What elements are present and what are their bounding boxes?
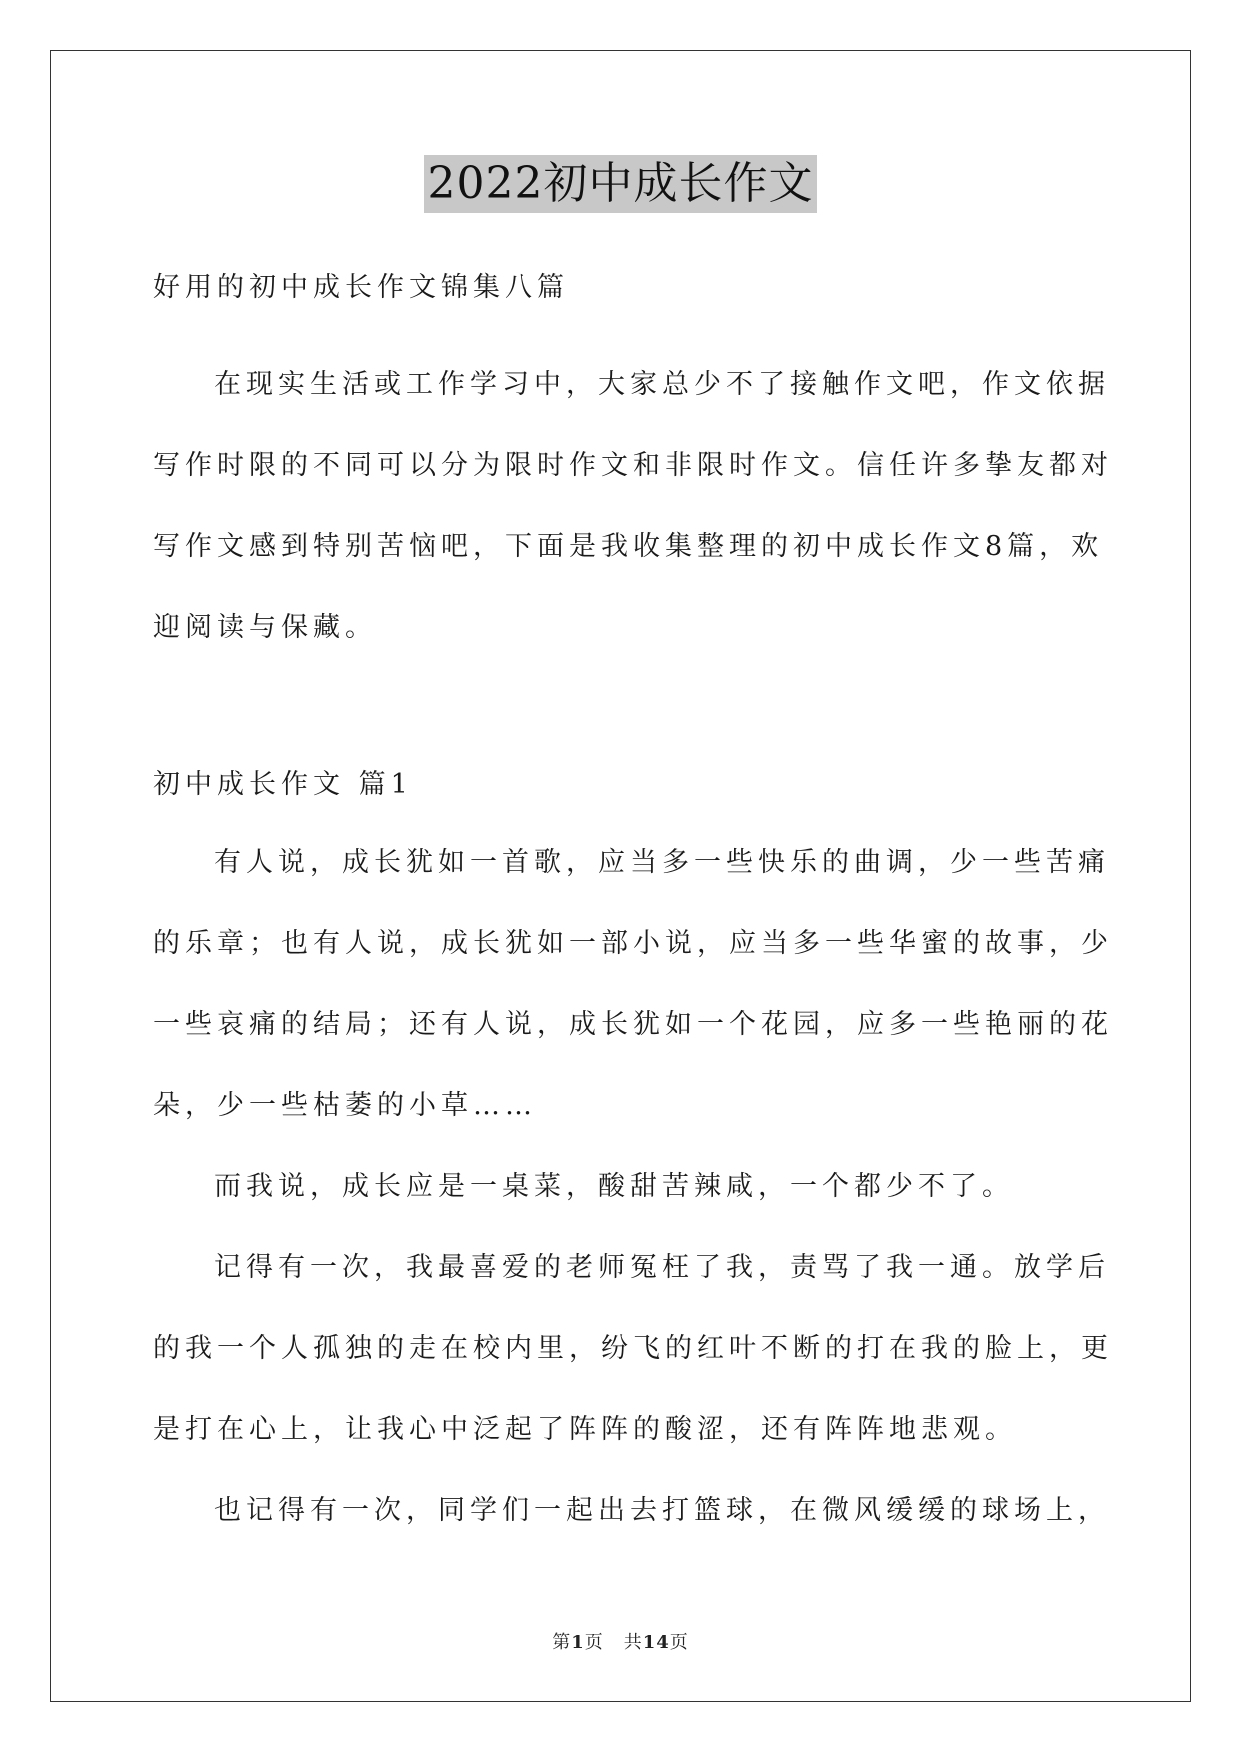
text-line[interactable]: 朵，少一些枯萎的小草…… xyxy=(153,1090,537,1121)
text-line[interactable]: 而我说，成长应是一桌菜，酸甜苦辣咸，一个都少不了。 xyxy=(214,1171,1014,1202)
text-line[interactable]: 在现实生活或工作学习中，大家总少不了接触作文吧，作文依据 xyxy=(214,369,1110,400)
text-line[interactable]: 一些哀痛的结局；还有人说，成长犹如一个花园，应多一些艳丽的花 xyxy=(153,1009,1113,1040)
text-line[interactable]: 写作时限的不同可以分为限时作文和非限时作文。信任许多挚友都对 xyxy=(153,450,1113,481)
intro-paragraph xyxy=(153,344,1113,668)
document-subtitle[interactable]: 好用的初中成长作文锦集八篇 xyxy=(153,272,569,303)
section-heading[interactable]: 初中成长作文 篇1 xyxy=(153,769,413,800)
page-total: 14 xyxy=(642,1632,670,1653)
total-prefix: 共 xyxy=(623,1632,643,1653)
spacer xyxy=(153,308,1098,344)
spacer xyxy=(153,805,1098,822)
title-container xyxy=(0,155,1241,213)
page-footer xyxy=(0,1628,1241,1654)
text-line[interactable]: 的我一个人孤独的走在校内里，纷飞的红叶不断的打在我的脸上，更 xyxy=(153,1333,1113,1364)
essay-paragraph xyxy=(153,822,1113,1146)
text-line[interactable]: 迎阅读与保藏。 xyxy=(153,612,377,643)
document-body xyxy=(153,268,1113,1551)
page-number: 1 xyxy=(571,1632,585,1653)
essay-paragraph xyxy=(153,1470,1110,1551)
essay-paragraph xyxy=(153,1227,1113,1470)
page-suffix: 页 xyxy=(584,1632,604,1653)
page-prefix: 第 xyxy=(552,1632,572,1653)
text-line[interactable]: 也记得有一次，同学们一起出去打篮球，在微风缓缓的球场上， xyxy=(214,1495,1110,1526)
essay-paragraph xyxy=(153,1146,1098,1227)
text-line[interactable]: 的乐章；也有人说，成长犹如一部小说，应当多一些华蜜的故事，少 xyxy=(153,928,1113,959)
text-line[interactable]: 记得有一次，我最喜爱的老师冤枉了我，责骂了我一通。放学后 xyxy=(214,1252,1110,1283)
text-line[interactable]: 是打在心上，让我心中泛起了阵阵的酸涩，还有阵阵地悲观。 xyxy=(153,1414,1017,1445)
text-line[interactable]: 有人说，成长犹如一首歌，应当多一些快乐的曲调，少一些苦痛 xyxy=(214,847,1110,878)
document-title[interactable]: 2022初中成长作文 xyxy=(424,155,818,213)
spacer xyxy=(153,668,1098,765)
text-line[interactable]: 写作文感到特别苦恼吧，下面是我收集整理的初中成长作文8篇，欢 xyxy=(153,531,1104,562)
total-suffix: 页 xyxy=(669,1632,689,1653)
